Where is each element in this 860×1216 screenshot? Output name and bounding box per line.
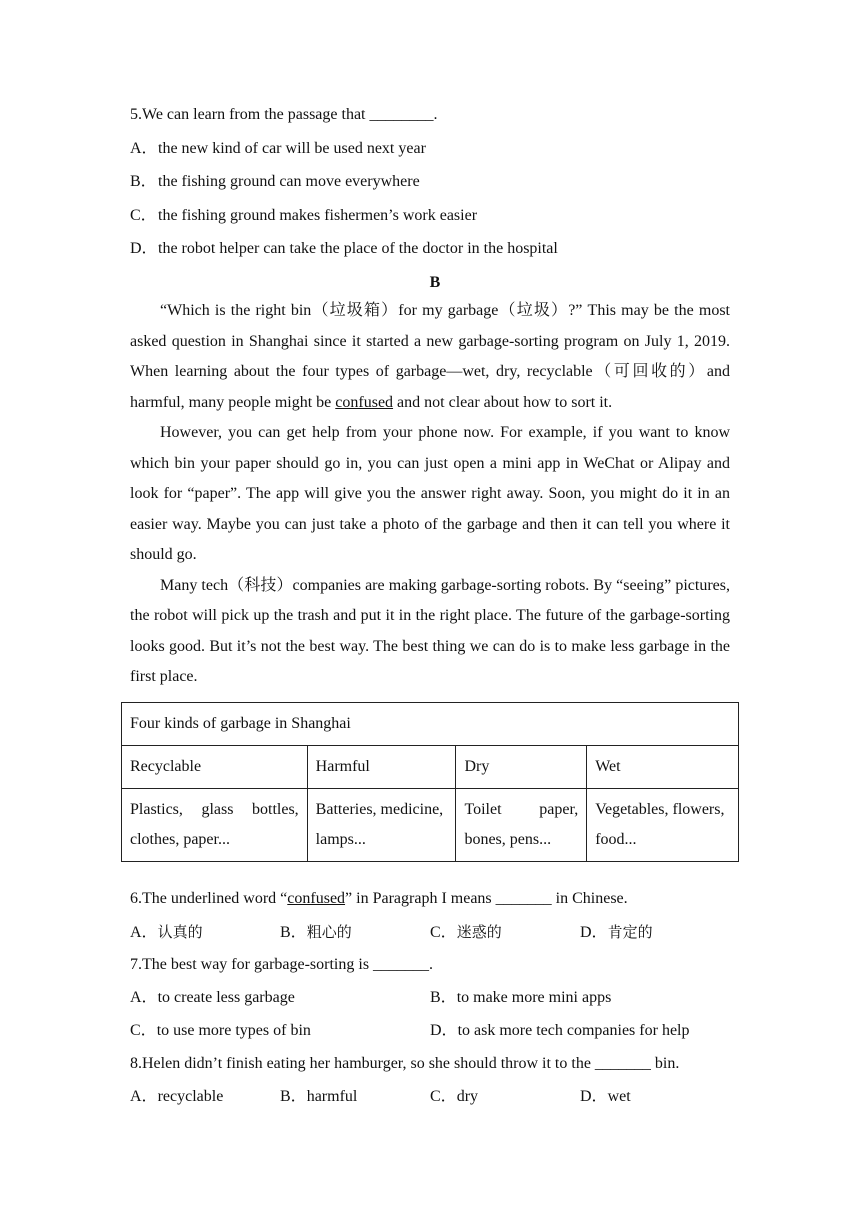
question-5-option-b [130,170,740,204]
reading-passage [130,296,730,693]
option-text: the fishing ground can move everywhere [158,173,420,190]
option-text: 认真的 [157,923,203,941]
table-cell: Plastics, glass bottles, clothes, paper... [122,789,308,862]
question-6-stem-a: 6.The underlined word “ [130,890,288,907]
option-text: 迷惑的 [456,923,502,941]
question-8-options [130,1085,730,1118]
option-letter: B． [280,1088,307,1105]
option-letter: C． [430,1088,457,1105]
question-6-option-c [430,920,502,945]
option-text: 肯定的 [607,923,653,941]
question-8-stem: 8.Helen didn’t finish eating her hamburger, so she should throw it to the _______ bin. [130,1055,680,1072]
option-text: to make more mini apps [456,989,612,1006]
option-text: 粗心的 [306,923,352,941]
option-text: the robot helper can take the place of the doctor in the hospital [158,240,558,257]
paragraph-2: However, you can get help from your phone now. For example, if you want to know which bin your paper should go in, you can just open a mini app in WeChat or Alipay and look for “paper”. The app will give you the answer right away. Soon, you might do it in an easier way. Maybe you can just take a photo of the garbage and then it can tell you where it should go. [130,424,730,563]
option-text: harmful [306,1088,358,1105]
table-cell: Batteries, medicine, lamps... [307,789,456,862]
question-8-option-c [430,1085,478,1109]
table-header-cell: Recyclable [122,746,308,789]
question-8-option-d [580,1085,631,1109]
question-7-option-d [430,1019,689,1043]
table-cell: Vegetables, flowers, food... [587,789,739,862]
underlined-word: confused [335,393,394,411]
question-7-stem: 7.The best way for garbage-sorting is _______. [130,956,434,973]
option-text: recyclable [157,1088,224,1105]
question-7-option-c [130,1019,311,1043]
option-letter: A． [130,1088,158,1105]
option-letter: A． [130,139,158,157]
option-text: to create less garbage [157,989,295,1006]
option-text: the new kind of car will be used next year [158,139,426,157]
option-text: to use more types of bin [156,1022,311,1039]
option-text: wet [607,1088,631,1105]
paragraph-1 [130,296,730,418]
table-title: Four kinds of garbage in Shanghai [122,703,739,746]
option-letter: A． [130,989,158,1006]
question-5-option-c [130,204,740,238]
question-7-options-row-2 [130,1019,730,1052]
option-letter: B． [130,173,157,190]
question-8-option-b [280,1085,357,1109]
option-letter: D． [430,1022,458,1039]
option-letter: D． [580,924,608,941]
section-label: B [429,273,441,291]
option-text: to ask more tech companies for help [457,1022,690,1039]
table-header-cell: Harmful [307,746,456,789]
question-6-underlined: confused [287,890,346,907]
option-text: dry [456,1088,479,1105]
question-5-option-d [130,237,740,271]
paragraph-1-text-a: “Which is the right bin（垃圾箱）for my garbage（垃圾）?” This may be the most asked question in Shanghai since it started a new garbage-sorting program on July 1, 2019. When learning about the four types of garbage—wet, dry, recyclable（可回收的）and harmful, many people might be [130,302,730,411]
garbage-table [121,702,739,862]
option-letter: B． [430,989,457,1006]
question-5 [130,103,740,301]
question-6-option-a [130,920,203,945]
question-6-stem [130,887,730,920]
table-header-cell: Wet [587,746,739,789]
question-6-options [130,920,730,953]
option-letter: C． [130,206,157,224]
option-letter: C． [430,924,457,941]
question-7-options-row-1 [130,986,730,1019]
option-letter: C． [130,1022,157,1039]
question-7-option-a [130,986,295,1010]
question-5-option-a [130,137,740,171]
option-text: the fishing ground makes fishermen’s work easier [158,206,478,224]
question-6-stem-b: ” in Paragraph I means _______ in Chinese. [345,890,628,907]
question-5-stem: 5.We can learn from the passage that ________. [130,106,438,123]
option-letter: D． [130,240,158,257]
option-letter: B． [280,924,307,941]
question-8-option-a [130,1085,223,1109]
question-7-option-b [430,986,611,1010]
paragraph-3: Many tech（科技）companies are making garbage-sorting robots. By “seeing” pictures, the robot will pick up the trash and put it in the right place. The future of the garbage-sorting looks good. But it’s not the best way. The best thing we can do is to make less garbage in the first place. [130,576,730,685]
table-header-cell: Dry [456,746,587,789]
question-6-option-d [580,920,653,945]
question-6-option-b [280,920,352,945]
paragraph-1-text-b: and not clear about how to sort it. [393,393,613,411]
option-letter: A． [130,924,158,941]
option-letter: D． [580,1088,608,1105]
questions-6-8 [130,887,730,1118]
table-cell: Toilet paper, bones, pens... [456,789,587,862]
